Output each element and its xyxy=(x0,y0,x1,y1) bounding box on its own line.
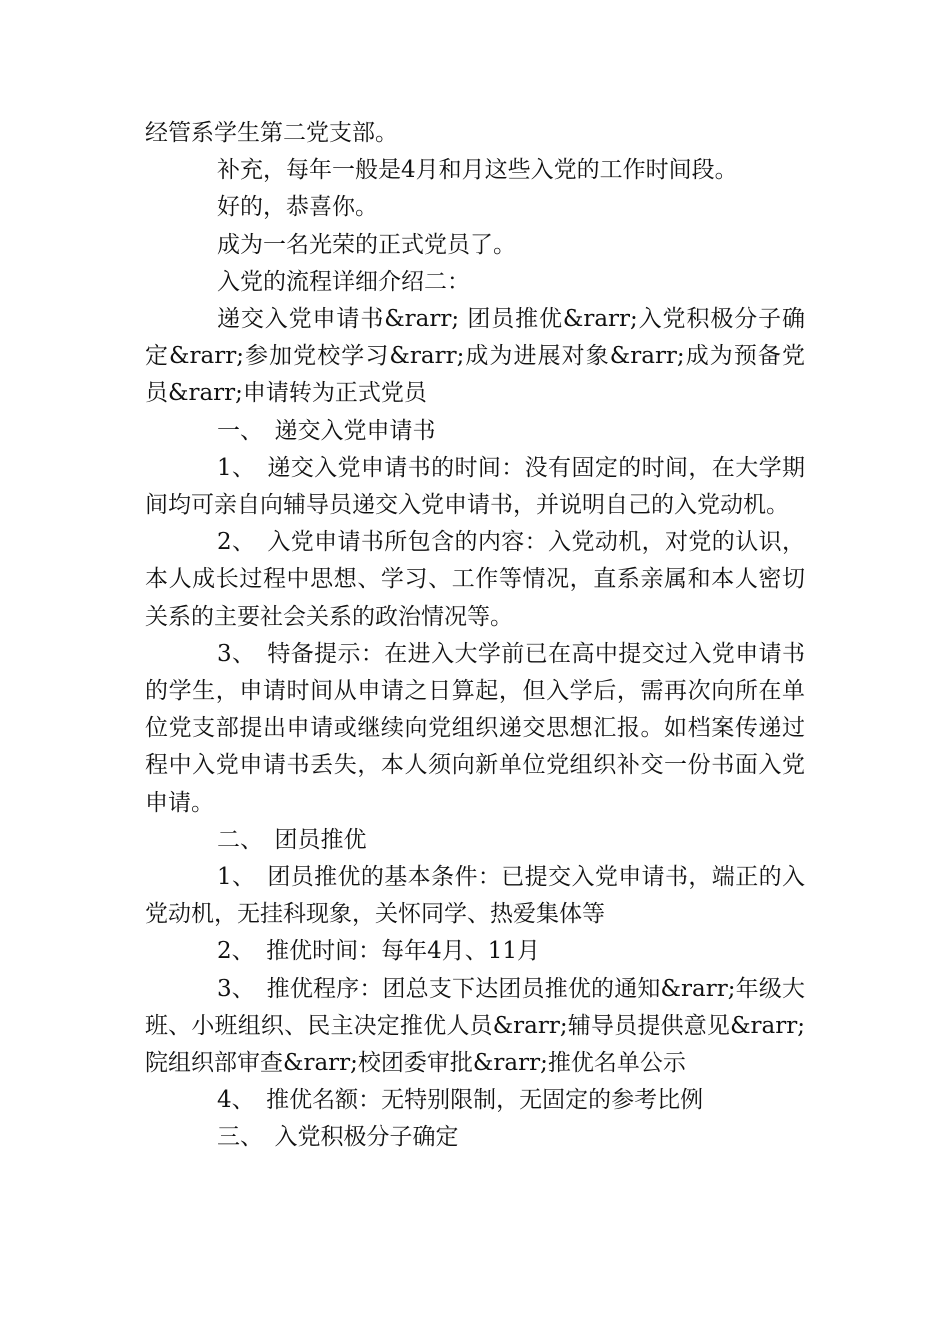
paragraph-congrats: 好的，恭喜你。 xyxy=(217,194,378,221)
paragraph-process-intro: 入党的流程详细介绍二： xyxy=(217,268,470,295)
paragraph-supplement: 补充，每年一般是4月和月这些入党的工作时间段。 xyxy=(217,157,738,184)
document-body xyxy=(145,115,805,1157)
list-item-2-3: 3、 推优程序：团总支下达团员推优的通知&rarr;年级大班、小班组织、民主决定推优人员&rarr;辅导员提供意见&rarr;院组织部审查&rarr;校团委审批&rarr;推优名单公示 xyxy=(145,975,805,1077)
list-item-2-2: 2、 推优时间：每年4月、11月 xyxy=(217,938,541,965)
list-item-2-1: 1、 团员推优的基本条件：已提交入党申请书，端正的入党动机，无挂科现象，关怀同学、热爱集体等 xyxy=(145,864,805,928)
list-item-1-1: 1、 递交入党申请书的时间：没有固定的时间，在大学期间均可亲自向辅导员递交入党申请书，并说明自己的入党动机。 xyxy=(145,454,805,519)
list-item-1-2: 2、 入党申请书所包含的内容：入党动机，对党的认识，本人成长过程中思想、学习、工作等情况，直系亲属和本人密切关系的主要社会关系的政治情况等。 xyxy=(145,529,805,630)
section-heading-1: 一、 递交入党申请书 xyxy=(217,417,436,444)
paragraph-branch-name: 经管系学生第二党支部。 xyxy=(145,120,398,146)
list-item-2-4: 4、 推优名额：无特别限制，无固定的参考比例 xyxy=(217,1087,704,1114)
section-heading-3: 三、 入党积极分子确定 xyxy=(217,1124,459,1151)
list-item-1-3: 3、 特备提示：在进入大学前已在高中提交过入党申请书的学生，申请时间从申请之日算起，但入学后，需再次向所在单位党支部提出申请或继续向党组织递交思想汇报。如档案传递过程中入党申请书丢失，本人须向新单位党组织补交一份书面入党申请。 xyxy=(145,640,805,816)
section-heading-2: 二、 团员推优 xyxy=(217,826,367,853)
paragraph-process-flow: 递交入党申请书&rarr; 团员推优&rarr;入党积极分子确定&rarr;参加党校学习&rarr;成为进展对象&rarr;成为预备党员&rarr;申请转为正式党员 xyxy=(145,306,805,407)
paragraph-become-member: 成为一名光荣的正式党员了。 xyxy=(217,231,516,258)
